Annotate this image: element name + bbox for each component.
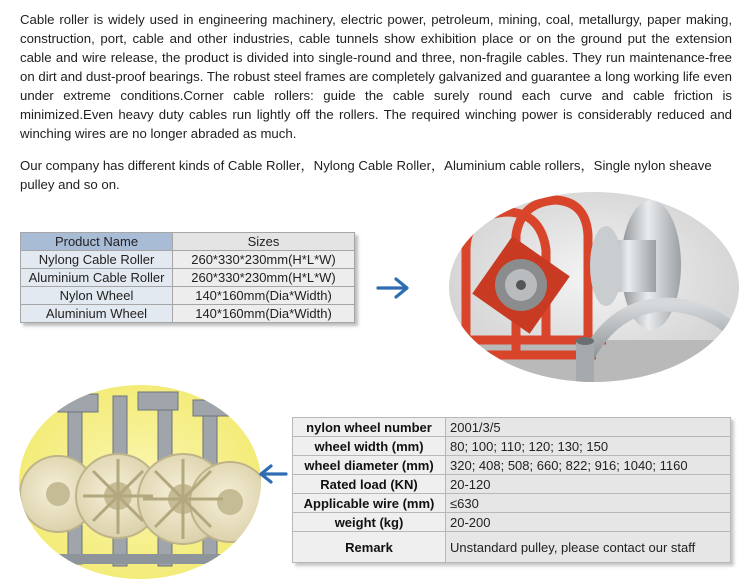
spec-label-cell: nylon wheel number xyxy=(293,418,446,437)
product-name-cell: Nylon Wheel xyxy=(21,287,173,305)
arrow-right-icon xyxy=(374,276,414,300)
table-row xyxy=(293,513,731,532)
table-row xyxy=(293,437,731,456)
intro-paragraph: Cable roller is widely used in engineering machinery, electric power, petroleum, mining, coal, metallurgy, paper making, construction, port, cable and other industries, cable tunnels show exhibition place or on the ground put the extension cable and wire release, the product is divided into single-round and three, non-fragile cables. They run maintenance-free on dirt and dust-proof bearings. The robust steel frames are completely galvanized and guarantee a long working life even under extreme conditions.Corner cable rollers: guide the cable surely round each curve and cable friction is minimized.Even heavy duty cables run lightly off the rollers. The required winching power is considerably reduced and winching wires are no longer abraded as much. xyxy=(20,12,732,141)
table-row xyxy=(293,456,731,475)
table-row xyxy=(293,532,731,563)
spec-label-cell: wheel diameter (mm) xyxy=(293,456,446,475)
spec-label-cell: weight (kg) xyxy=(293,513,446,532)
arrow-left-icon xyxy=(256,462,290,486)
nylon-sheave-pulley-photo xyxy=(18,384,262,580)
product-name-cell: Nylong Cable Roller xyxy=(21,251,173,269)
spec-value-cell: 2001/3/5 xyxy=(446,418,731,437)
table-row xyxy=(21,287,355,305)
table-header-row xyxy=(21,233,355,251)
spec-label-cell: Applicable wire (mm) xyxy=(293,494,446,513)
company-products-paragraph: Our company has different kinds of Cable Roller，Nylong Cable Roller，Aluminium cable rollers，Single nylon sheave pulley and so on. xyxy=(20,158,712,192)
column-header: Sizes xyxy=(173,233,355,251)
table-row xyxy=(293,494,731,513)
spec-label-cell: Remark xyxy=(293,532,446,563)
table-row xyxy=(293,418,731,437)
spec-label-cell: wheel width (mm) xyxy=(293,437,446,456)
spec-value-cell: 320; 408; 508; 660; 822; 916; 1040; 1160 xyxy=(446,456,731,475)
spec-value-cell: Unstandard pulley, please contact our staff xyxy=(446,532,731,563)
spec-value-cell: 80; 100; 110; 120; 130; 150 xyxy=(446,437,731,456)
product-size-cell: 140*160mm(Dia*Width) xyxy=(173,305,355,323)
table-row xyxy=(293,475,731,494)
table-row xyxy=(21,305,355,323)
table-row xyxy=(21,251,355,269)
column-header: Product Name xyxy=(21,233,173,251)
spec-label-cell: Rated load (KN) xyxy=(293,475,446,494)
product-size-cell: 260*330*230mm(H*L*W) xyxy=(173,269,355,287)
spec-value-cell: ≤630 xyxy=(446,494,731,513)
table-row xyxy=(21,269,355,287)
product-name-cell: Aluminium Cable Roller xyxy=(21,269,173,287)
nylon-wheel-spec-table xyxy=(292,417,731,563)
spec-value-cell: 20-120 xyxy=(446,475,731,494)
corner-cable-roller-photo xyxy=(446,190,742,384)
product-name-cell: Aluminium Wheel xyxy=(21,305,173,323)
spec-value-cell: 20-200 xyxy=(446,513,731,532)
product-size-cell: 260*330*230mm(H*L*W) xyxy=(173,251,355,269)
product-size-cell: 140*160mm(Dia*Width) xyxy=(173,287,355,305)
product-size-table xyxy=(20,232,355,323)
